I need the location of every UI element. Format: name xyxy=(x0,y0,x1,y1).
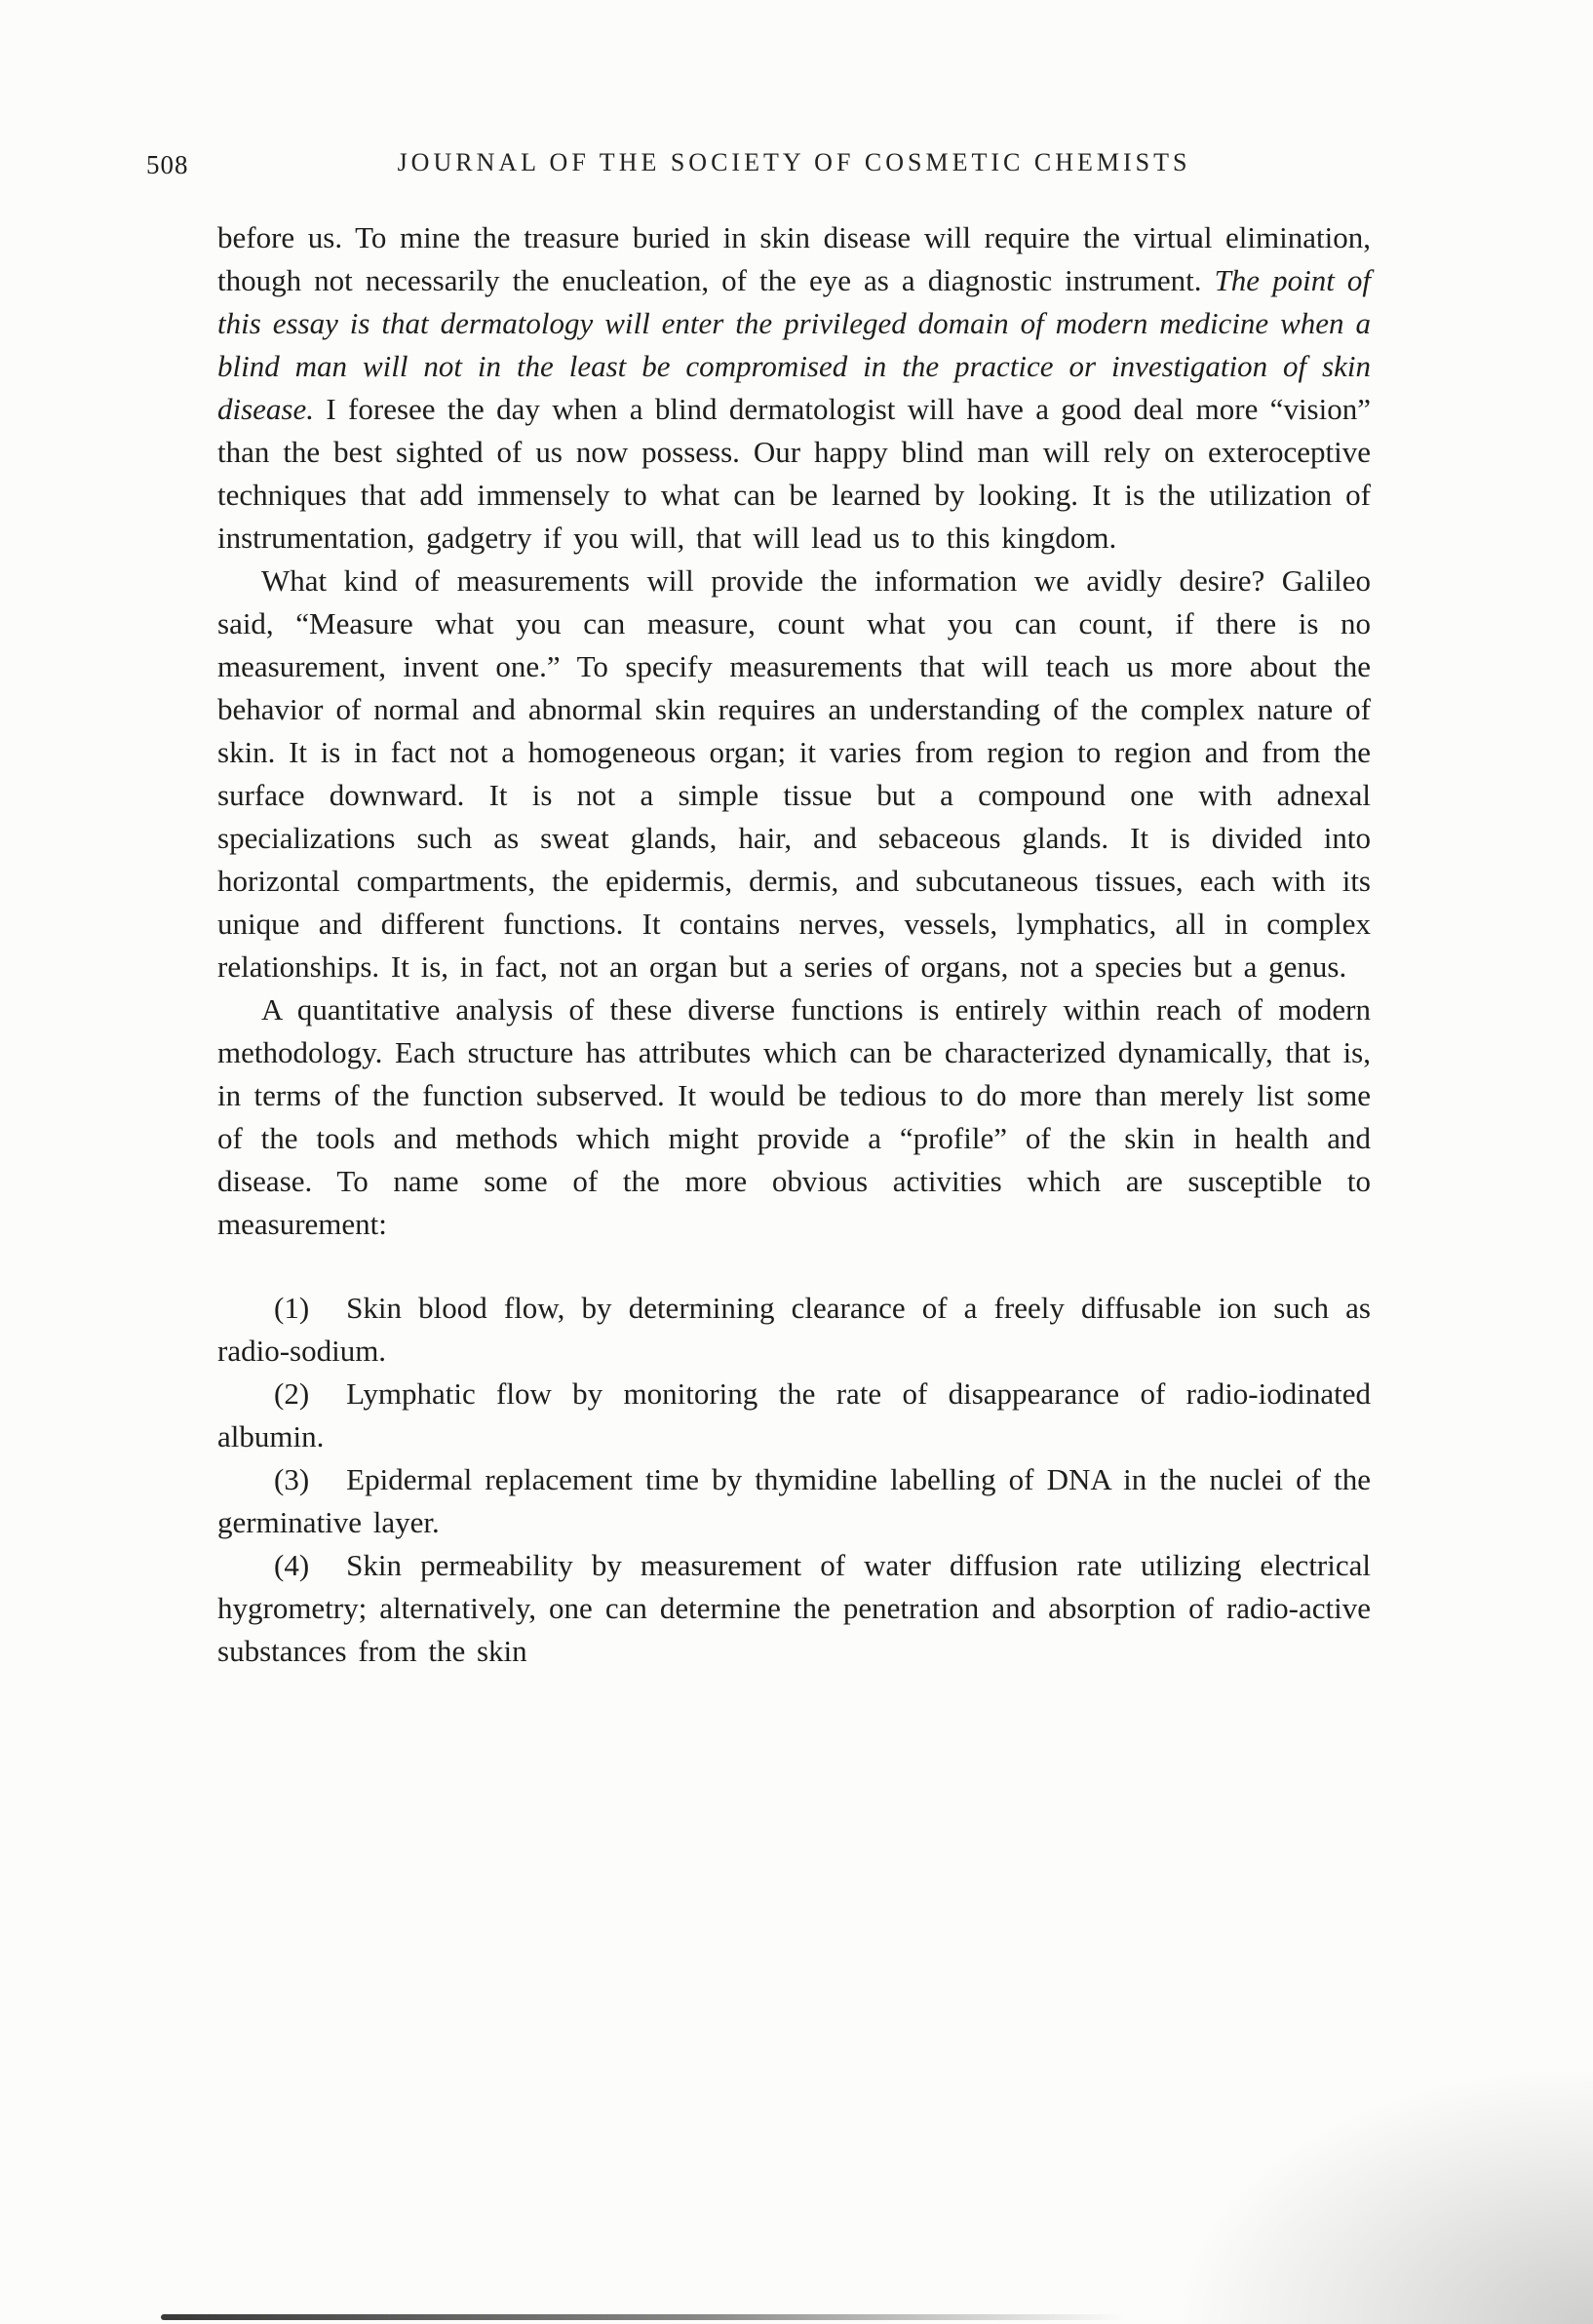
scan-bottom-edge-artifact xyxy=(161,2314,1126,2320)
list-item-4 xyxy=(217,1544,1371,1673)
paragraph-quantitative-analysis: A quantitative analysis of these diverse functions is entirely within reach of modern methodology. Each structure has attributes which can be characterized dynamically, that is, in terms of the function subserved. It would be tedious to do more than merely list some of the tools and methods which might provide a “profile” of the skin in health and disease. To name some of the more obvious activities which are susceptible to measurement: xyxy=(217,992,1371,1241)
page-content xyxy=(146,148,1371,1673)
paragraph-text: I foresee the day when a blind dermatologist will have a good deal more “vision” than the best sighted of us now possess. Our happy blind man will rely on exteroceptive techniques that add immensely to what can be learned by looking. It is the utilization of instrumentation, gadgetry if you will, that will lead us to this kingdom. xyxy=(217,392,1371,555)
numbered-list xyxy=(217,1287,1371,1673)
list-item-marker: (4) xyxy=(274,1548,310,1582)
page-number: 508 xyxy=(146,150,189,179)
list-item-1 xyxy=(217,1287,1371,1373)
paragraph-text: before us. To mine the treasure buried in skin disease will require the virtual elimination, though not necessarily the enucleation, of the eye as a diagnostic instrument. xyxy=(217,220,1371,297)
page-header xyxy=(146,148,1371,183)
list-item-text: Skin blood flow, by determining clearance of a freely diffusable ion such as radio-sodium. xyxy=(217,1291,1371,1368)
list-item-text: Skin permeability by measurement of water diffusion rate utilizing electrical hygrometry; alternatively, one can determine the penetration and absorption of radio-active substances from the skin xyxy=(217,1548,1371,1668)
list-item-text: Lymphatic flow by monitoring the rate of disappearance of radio-iodinated albumin. xyxy=(217,1376,1371,1453)
list-item-2 xyxy=(217,1373,1371,1458)
scan-corner-shadow-artifact xyxy=(1184,2071,1593,2324)
list-item-marker: (2) xyxy=(274,1376,310,1411)
article-body xyxy=(217,216,1371,1673)
paragraph-continued xyxy=(217,216,1371,560)
paragraph-measurements: What kind of measurements will provide the information we avidly desire? Galileo said, “Measure what you can measure, count what you can count, if there is no measurement, invent one.” To specify measurements that will teach us more about the behavior of normal and abnormal skin requires an understanding of the complex nature of skin. It is in fact not a homogeneous organ; it varies from region to region and from the surface downward. It is not a simple tissue but a compound one with adnexal specializations such as sweat glands, hair, and sebaceous glands. It is divided into horizontal compartments, the epidermis, dermis, and subcutaneous tissues, each with its unique and different functions. It contains nerves, vessels, lymphatics, all in complex relationships. It is, in fact, not an organ but a series of organs, not a species but a genus. xyxy=(217,563,1371,984)
journal-title: JOURNAL OF THE SOCIETY OF COSMETIC CHEMISTS xyxy=(397,148,1191,176)
list-item-marker: (1) xyxy=(274,1291,310,1325)
list-item-marker: (3) xyxy=(274,1462,310,1496)
paragraph-thesis-italic: The point of this essay is that dermatology will enter the privileged domain of modern medicine when a blind man will not in the least be compromised in the practice or investigation of skin disease. xyxy=(217,263,1371,426)
list-item-text: Epidermal replacement time by thymidine labelling of DNA in the nuclei of the germinative layer. xyxy=(217,1462,1371,1539)
list-item-3 xyxy=(217,1458,1371,1544)
